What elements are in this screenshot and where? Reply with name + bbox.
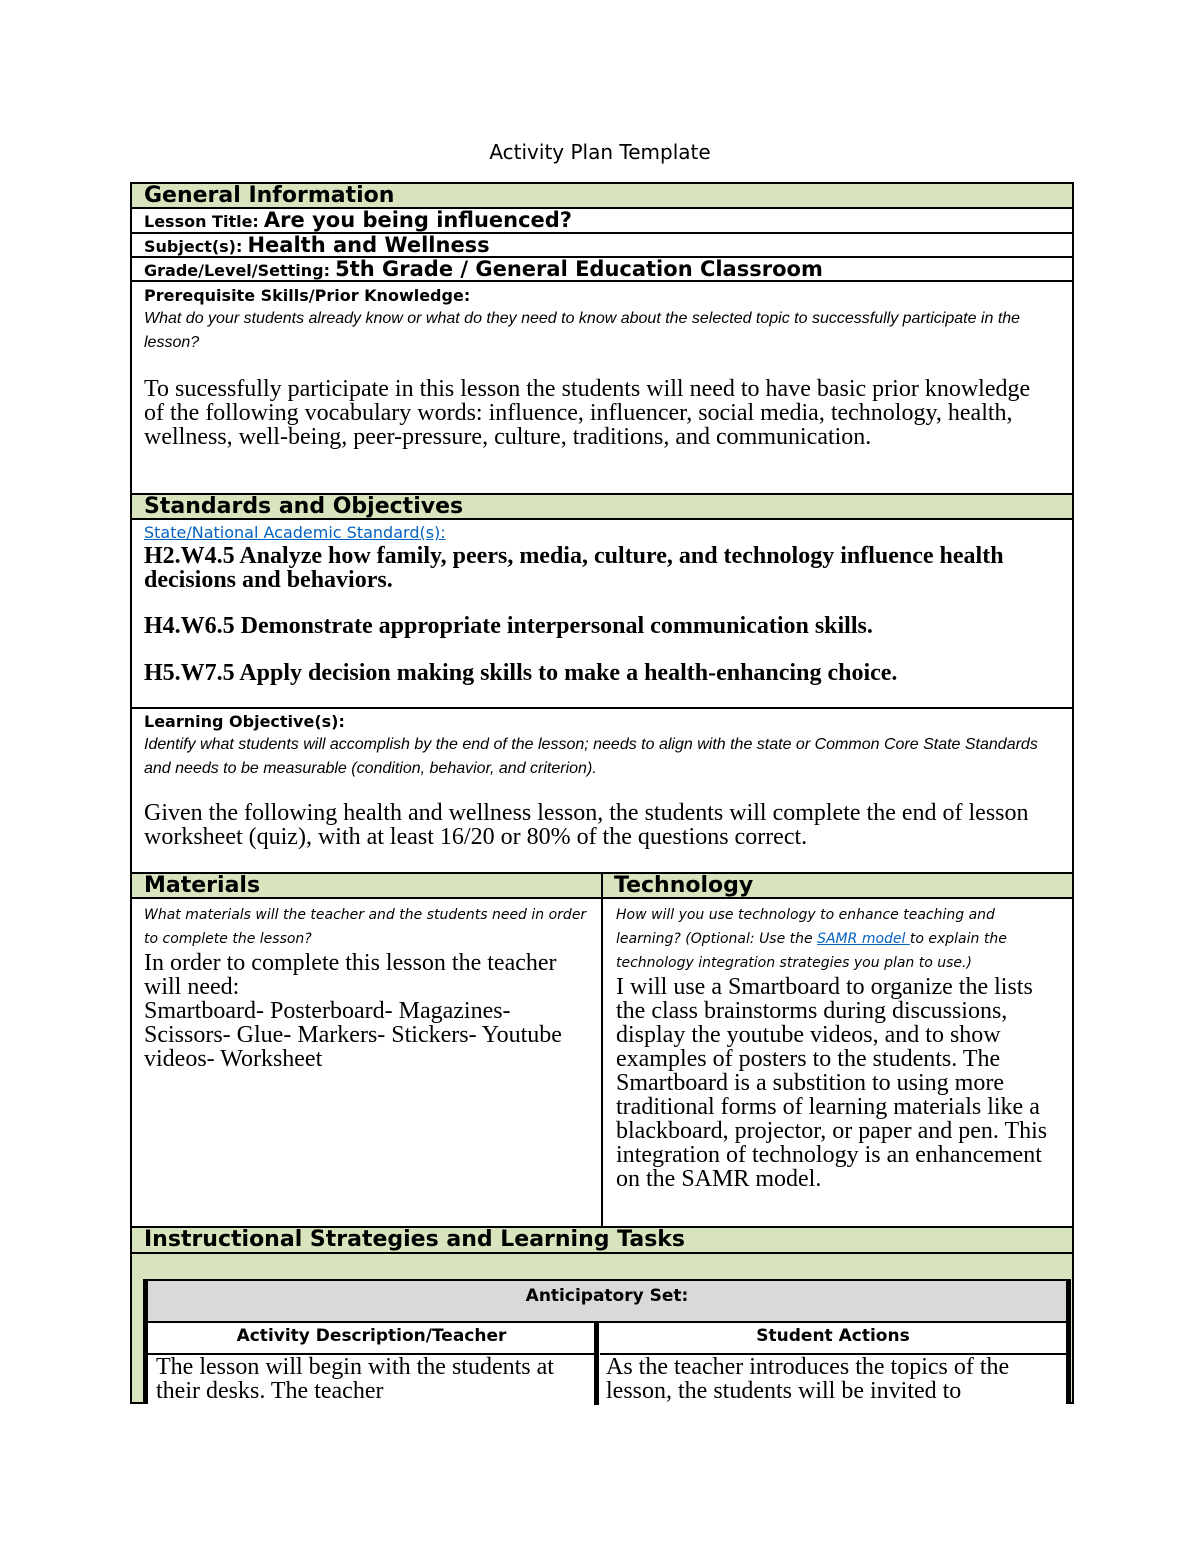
materials-technology-divider xyxy=(601,872,603,1227)
column-header-teacher: Activity Description/Teacher xyxy=(148,1323,595,1355)
anticipatory-set-label: Anticipatory Set: xyxy=(525,1286,689,1306)
document-title: Activity Plan Template xyxy=(489,140,711,164)
subject-label: Subject(s): xyxy=(144,237,243,256)
prerequisite-instructions: What do your students already know or what do they need to know about the selected topic to successfully participate in the lesson? xyxy=(144,310,1021,351)
instructional-header-text: Instructional Strategies and Learning Tasks xyxy=(144,1227,686,1252)
general-header-text: General Information xyxy=(144,183,395,208)
materials-answer-list: Smartboard- Posterboard- Magazines- Scissors- Glue- Markers- Stickers- Youtube videos- Worksheet xyxy=(144,998,562,1072)
standards-row xyxy=(130,518,1074,709)
section-header-instructional xyxy=(130,1226,1074,1253)
learning-objectives-instructions: Identify what students will accomplish by the end of the lesson; needs to align with the state or Common Core State Standards and needs to be measurable (condition, behavior, and criterion). xyxy=(144,736,1038,777)
samr-model-link[interactable]: SAMR model xyxy=(817,931,910,947)
teacher-activity-text: The lesson will begin with the students at their desks. The teacher xyxy=(156,1355,554,1403)
grade-value: 5th Grade / General Education Classroom xyxy=(335,257,823,281)
prerequisite-row xyxy=(130,280,1074,494)
section-header-general xyxy=(130,182,1074,207)
technology-answer: I will use a Smartboard to organize the lists the class brainstorms during discussions, display the youtube videos, and to show examples of posters to the students. The Smartboard is a substition to using more traditional forms of learning materials like a blackboard, projector, or paper and pen. This integration of technology is an enhancement on the SAMR model. xyxy=(616,974,1048,1192)
lesson-title-label: Lesson Title: xyxy=(144,212,259,231)
materials-answer-intro: In order to complete this lesson the teacher will need: xyxy=(144,950,557,1000)
anticipatory-set-table xyxy=(143,1279,1071,1404)
student-actions-text: As the teacher introduces the topics of the lesson, the students will be invited to xyxy=(606,1355,1010,1403)
standards-header-text: Standards and Objectives xyxy=(144,494,464,519)
learning-objectives-label: Learning Objective(s): xyxy=(144,712,345,731)
nested-column-divider xyxy=(594,1323,599,1405)
learning-objectives-answer: Given the following health and wellness lesson, the students will complete the end of lesson worksheet (quiz), with at least 16/20 or 80% of the questions correct. xyxy=(144,800,1029,850)
technology-instructions xyxy=(616,903,1060,975)
standard-h5-w7-5: H5.W7.5 Apply decision making skills to make a health-enhancing choice. xyxy=(144,660,898,686)
technology-cell xyxy=(604,899,1072,1228)
prerequisite-label: Prerequisite Skills/Prior Knowledge: xyxy=(144,286,471,305)
standards-link[interactable]: State/National Academic Standard(s): xyxy=(144,523,446,542)
standard-h2-w4-5: H2.W4.5 Analyze how family, peers, media, culture, and technology influence health decisions and behaviors. xyxy=(144,543,1004,593)
section-header-standards xyxy=(130,493,1074,519)
anticipatory-set-header xyxy=(148,1281,1066,1323)
technology-header-text: Technology xyxy=(614,873,754,898)
subject-row xyxy=(130,232,1074,257)
column-header-student: Student Actions xyxy=(600,1323,1066,1355)
materials-instructions: What materials will the teacher and the students need in order to complete the lesson? xyxy=(144,907,587,947)
lesson-title-value: Are you being influenced? xyxy=(263,208,572,232)
learning-objectives-row xyxy=(130,707,1074,873)
technology-instructions-part-a: How will you use technology to enhance teaching and learning? (Optional: Use the xyxy=(616,907,995,947)
grade-label: Grade/Level/Setting: xyxy=(144,261,331,280)
grade-row xyxy=(130,256,1074,281)
materials-cell xyxy=(132,899,602,1228)
materials-header-text: Materials xyxy=(144,873,261,898)
subject-value: Health and Wellness xyxy=(247,233,490,257)
technology-instructions-part-b: to explain the technology integration strategies you plan to use.) xyxy=(616,931,1007,971)
lesson-title-row xyxy=(130,207,1074,233)
prerequisite-answer: To sucessfully participate in this lesson the students will need to have basic prior knowledge of the following vocabulary words: influence, influencer, social media, technology, health, wellness, well-being, peer-pressure, culture, traditions, and communication. xyxy=(144,376,1031,450)
standard-h4-w6-5: H4.W6.5 Demonstrate appropriate interpersonal communication skills. xyxy=(144,613,873,639)
